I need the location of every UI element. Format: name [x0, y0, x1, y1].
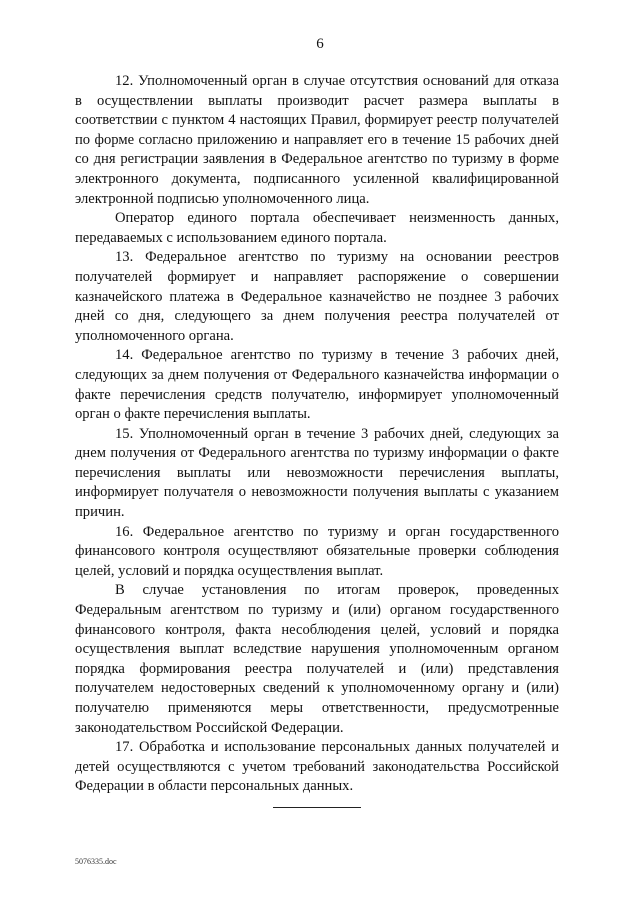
paragraph-14: 14. Федеральное агентство по туризму в течение 3 рабочих дней, следующих за днем получения от Федерального казначейства информации о факте перечисления средств получателю, информирует уполномоченный орган о факте перечисления выплаты.	[75, 347, 559, 423]
paragraph-12: 12. Уполномоченный орган в случае отсутствия оснований для отказа в осуществлении выплаты производит расчет размера выплаты в соответствии с пунктом 4 настоящих Правил, формирует реестр получателей по форме согласно приложению и направляет его в течение 15 рабочих дней со дня регистрации заявления в Федеральное агентство по туризму в форме электронного документа, подписанного усиленной квалифицированной электронной подписью уполномоченного лица.	[75, 73, 559, 207]
footer-doc-code: 5076335.doc	[75, 857, 117, 866]
paragraph-15: 15. Уполномоченный орган в течение 3 рабочих дней, следующих за днем получения от Федерального агентства по туризму информации о факте перечисления выплаты или невозможности перечисления выплаты, информирует получателя о невозможности получения выплаты с указанием причин.	[75, 425, 559, 521]
document-body	[75, 72, 559, 797]
paragraph-13: 13. Федеральное агентство по туризму на основании реестров получателей формирует и направляет распоряжение о совершении казначейского платежа в Федеральное казначейство не позднее 3 рабочих дней со дня, следующего за днем получения реестра получателей от уполномоченного органа.	[75, 249, 559, 344]
paragraph-violations: В случае установления по итогам проверок, проведенных Федеральным агентством по туризму и (или) органом государственного финансового контроля, факта несоблюдения целей, условий и порядка осуществления выплат вследствие нарушения уполномоченным органом порядка формирования реестра получателей и (или) представления получателем недостоверных сведений к уполномоченному органу и (или) получателю применяются меры ответственности, предусмотренные законодательством Российской Федерации.	[75, 582, 559, 736]
end-of-text-rule	[273, 807, 361, 808]
page-number: 6	[316, 36, 324, 52]
paragraph-17: 17. Обработка и использование персональных данных получателей и детей осуществляются с учетом требований законодательства Российской Федерации в области персональных данных.	[75, 739, 559, 795]
paragraph-16: 16. Федеральное агентство по туризму и орган государственного финансового контроля осуществляют обязательные проверки соблюдения целей, условий и порядка осуществления выплат.	[75, 523, 559, 579]
paragraph-operator: Оператор единого портала обеспечивает неизменность данных, передаваемых с использованием единого портала.	[75, 210, 559, 246]
